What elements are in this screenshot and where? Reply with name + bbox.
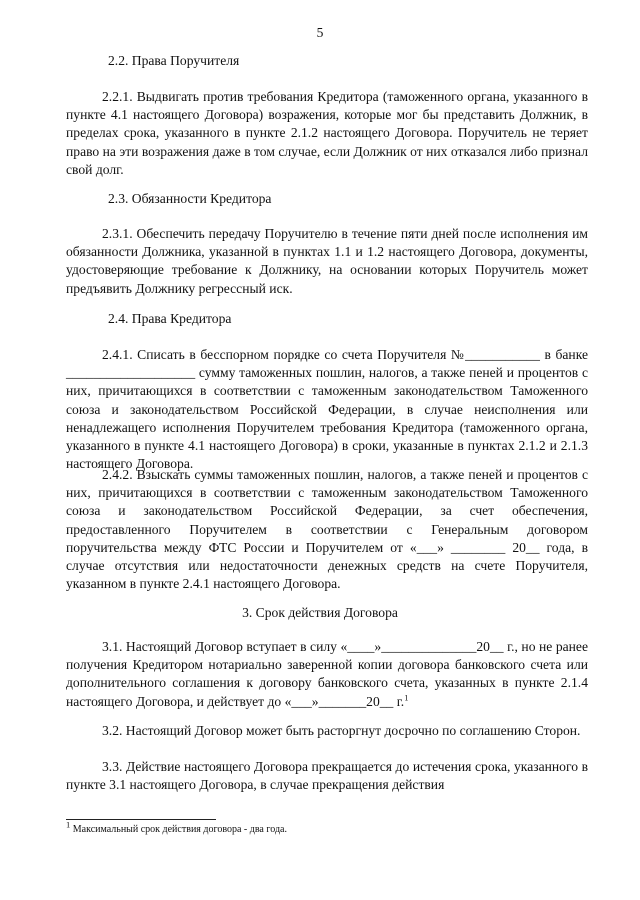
paragraph-2-2-1: 2.2.1. Выдвигать против требования Кредитора (таможенного органа, указанного в пункте 4.1 настоящего Договора) возражения, которые мог бы представить Должник, в пределах срока, указанного в пункте 2.1.2 настоящего Договора. Поручитель не теряет право на эти возражения даже в том случае, если Должник от них отказался либо признал свой долг. bbox=[66, 89, 588, 177]
section-heading-2-4: 2.4. Права Кредитора bbox=[108, 311, 232, 326]
section-heading-2-2: 2.2. Права Поручителя bbox=[108, 53, 240, 68]
paragraph-3-1 bbox=[66, 638, 588, 711]
footnote-text: Максимальный срок действия договора - два года. bbox=[70, 824, 287, 835]
section-heading-2-3: 2.3. Обязанности Кредитора bbox=[108, 191, 272, 206]
page-number: 5 bbox=[316, 25, 324, 40]
footnote-mark: 1 bbox=[66, 819, 71, 830]
section-heading-3: 3. Срок действия Договора bbox=[242, 605, 398, 620]
footnote-separator bbox=[66, 819, 216, 820]
paragraph-3-2: 3.2. Настоящий Договор может быть расторгнут досрочно по соглашению Сторон. bbox=[102, 723, 581, 738]
footnote bbox=[66, 819, 287, 836]
paragraph-2-4-1: 2.4.1. Списать в бесспорном порядке со счета Поручителя №___________ в банке ___________________ сумму таможенных пошлин, налогов, а также пеней и процентов с них, причитающихся в соответствии с таможенным законодательством Таможенного союза и законодательством Российской Федерации, в случае неисполнения или ненадлежащего исполнения Поручителем требования Кредитора (таможенного органа, указанного в пункте 4.1 настоящего Договора) в сроки, указанные в пунктах 2.1.2 и 2.1.3 настоящего Договора. bbox=[66, 347, 588, 472]
paragraph-2-4-2: 2.4.2. Взыскать суммы таможенных пошлин, налогов, а также пеней и процентов с них, причитающихся в соответствии с таможенным законодательством Таможенного союза и законодательством Российской Федерации, за счет обеспечения, предоставленного Поручителем в соответствии с Генеральным договором поручительства между ФТС России и Поручителем от «___» ________ 20__ года, в случае отсутствия или недостаточности денежных средств на счете Поручителя, указанном в пункте 2.4.1 настоящего Договора. bbox=[66, 467, 588, 592]
paragraph-3-3: 3.3. Действие настоящего Договора прекращается до истечения срока, указанного в пункте 3.1 настоящего Договора, в случае прекращения действия bbox=[66, 759, 588, 793]
footnote-reference: 1 bbox=[404, 692, 409, 703]
paragraph-3-1-text: 3.1. Настоящий Договор вступает в силу «____»______________20__ г., но не ранее получения Кредитором нотариально заверенной копии договора банковского счета или дополнительного соглашения к договору банковского счета, указанных в пункте 2.1.4 настоящего Договора, и действует до «___»_______20__ г. bbox=[66, 639, 588, 709]
paragraph-2-3-1: 2.3.1. Обеспечить передачу Поручителю в течение пяти дней после исполнения им обязанности Должника, указанной в пунктах 1.1 и 1.2 настоящего Договора, документы, удостоверяющие требование к Должнику, на основании которых Поручитель может предъявить Должнику регрессный иск. bbox=[66, 226, 588, 296]
